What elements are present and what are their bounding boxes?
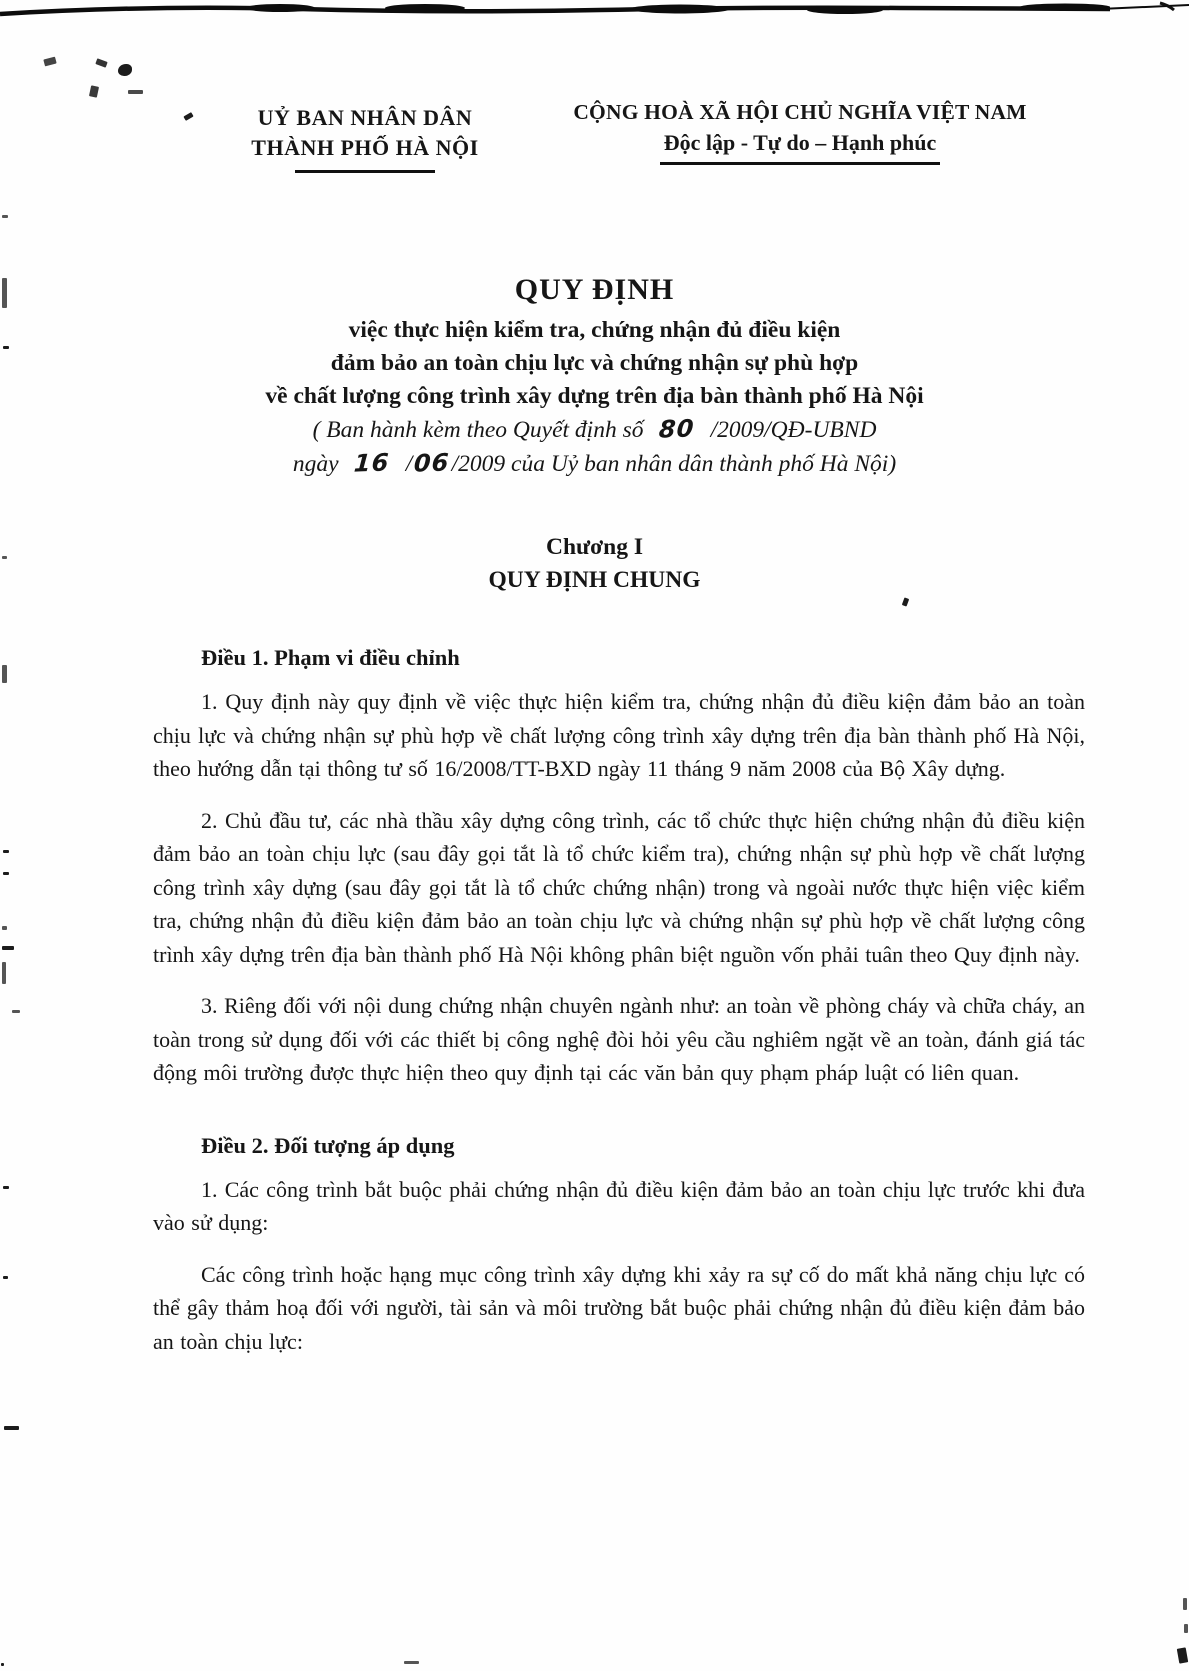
article-2-paragraph-1: 1. Các công trình bắt buộc phải chứng nhận đủ điều kiện đảm bảo an toàn chịu lực trước khi đưa vào sử dụng: <box>153 1176 1085 1235</box>
issuance-line-1 <box>0 413 1189 447</box>
scan-speckle <box>3 872 9 875</box>
ink-smudge <box>89 85 99 97</box>
chapter-heading <box>0 531 1189 597</box>
chapter-name: QUY ĐỊNH CHUNG <box>488 567 701 593</box>
issuance-line-2 <box>0 447 1189 481</box>
handwritten-decision-number: 80 <box>658 414 696 444</box>
article-1-paragraph-3: 3. Riêng đối với nội dung chứng nhận chuyên ngành như: an toàn về phòng cháy và chữa cháy, an toàn trong sử dụng đối với các thiết bị công nghệ đòi hỏi yêu cầu nghiêm ngặt về an toàn, đánh giá tác động môi trường được thực hiện theo quy định tại các văn bản quy phạm pháp luật có liên quan. <box>153 993 1085 1085</box>
scan-speckle <box>12 1010 20 1013</box>
national-motto: Độc lập - Tự do – Hạnh phúc <box>660 127 941 165</box>
scan-speckle <box>2 665 7 683</box>
national-motto-block <box>545 97 1055 165</box>
article-2-heading: Điều 2. Đối tượng áp dụng <box>201 1132 455 1158</box>
title-subline-3: về chất lượng công trình xây dựng trên địa bàn thành phố Hà Nội <box>265 383 924 409</box>
handwritten-day: 16 <box>353 448 391 478</box>
ink-smudge <box>183 112 193 121</box>
article-2-paragraph-2: Các công trình hoặc hạng mục công trình xây dựng khi xảy ra sự cố do mất khả năng chịu lực có thể gây thảm hoạ đối với người, tài sản và môi trường bắt buộc phải chứng nhận đủ điều kiện đảm bảo an toàn chịu lực: <box>153 1261 1085 1354</box>
scan-speckle <box>1184 1624 1188 1633</box>
article-1-paragraph-1: 1. Quy định này quy định về việc thực hiện kiểm tra, chứng nhận đủ điều kiện đảm bảo an toàn chịu lực và chứng nhận sự phù hợp về chất lượng công trình xây dựng trên địa bàn thành phố Hà Nội, theo hướng dẫn tại thông tư số 16/2008/TT-BXD ngày 11 tháng 9 năm 2008 của Bộ Xây dựng. <box>153 689 1085 781</box>
article-1-paragraph-2: 2. Chủ đầu tư, các nhà thầu xây dựng công trình, các tổ chức thực hiện chứng nhận đủ điều kiện đảm bảo an toàn chịu lực (sau đây gọi tắt là tổ chức kiểm tra), chứng nhận sự phù hợp về chất lượng công trình xây dựng (sau đây gọi tắt là tổ chức chứng nhận) trong và ngoài nước thực hiện việc kiểm tra, chứng nhận đủ điều kiện đảm bảo an toàn chịu lực và chứng nhận sự phù hợp về chất lượng công trình xây dựng trên địa bàn thành phố Hà Nội không phân biệt nguồn vốn phải tuân theo Quy định này. <box>153 807 1085 967</box>
scan-speckle <box>2 926 7 930</box>
ink-smudge <box>128 90 143 94</box>
scan-speckle <box>4 1426 19 1430</box>
ink-smudge <box>118 64 132 76</box>
title-subline-1: việc thực hiện kiểm tra, chứng nhận đủ điều kiện <box>348 317 841 343</box>
article-1 <box>153 642 1085 1090</box>
scan-speckle <box>3 1276 8 1279</box>
scan-speckle <box>2 215 8 218</box>
article-1-heading: Điều 1. Phạm vi điều chỉnh <box>201 645 460 670</box>
scan-speckle <box>3 850 9 853</box>
scan-speckle <box>3 1186 9 1189</box>
date-slash: / <box>405 451 413 477</box>
issuing-org-block <box>215 103 515 173</box>
issuance-suffix: /2009/QĐ-UBND <box>710 417 877 443</box>
title-subline-2: đảm bảo an toàn chịu lực và chứng nhận sự phù hợp <box>330 350 859 376</box>
ink-smudge <box>95 58 107 67</box>
scan-speckle <box>1183 1598 1187 1610</box>
chapter-number: Chương I <box>546 534 643 560</box>
article-2 <box>153 1130 1085 1359</box>
date-prefix: ngày <box>292 451 339 477</box>
document-title-block <box>0 272 1189 481</box>
ink-smudge <box>43 57 56 67</box>
org-name-line2: THÀNH PHỐ HÀ NỘI <box>251 135 479 160</box>
document-title: QUY ĐỊNH <box>514 273 675 306</box>
national-title: CỘNG HOÀ XÃ HỘI CHỦ NGHĨA VIỆT NAM <box>573 100 1027 124</box>
scan-speckle <box>902 597 909 606</box>
date-suffix: /2009 của Uỷ ban nhân dân thành phố Hà Nội) <box>451 451 897 477</box>
scan-speckle <box>2 946 14 950</box>
scan-edge-line <box>0 0 1189 24</box>
scan-speckle <box>404 1661 419 1664</box>
scan-speckle <box>2 962 6 984</box>
org-underline <box>295 170 435 173</box>
issuance-prefix: ( Ban hành kèm theo Quyết định số <box>312 417 644 443</box>
org-name-line1: UỶ BAN NHÂN DÂN <box>257 105 473 130</box>
scan-speckle <box>1 1663 4 1666</box>
scan-speckle <box>1177 1647 1188 1663</box>
document-body <box>153 642 1085 1376</box>
handwritten-month: 06 <box>413 448 451 478</box>
